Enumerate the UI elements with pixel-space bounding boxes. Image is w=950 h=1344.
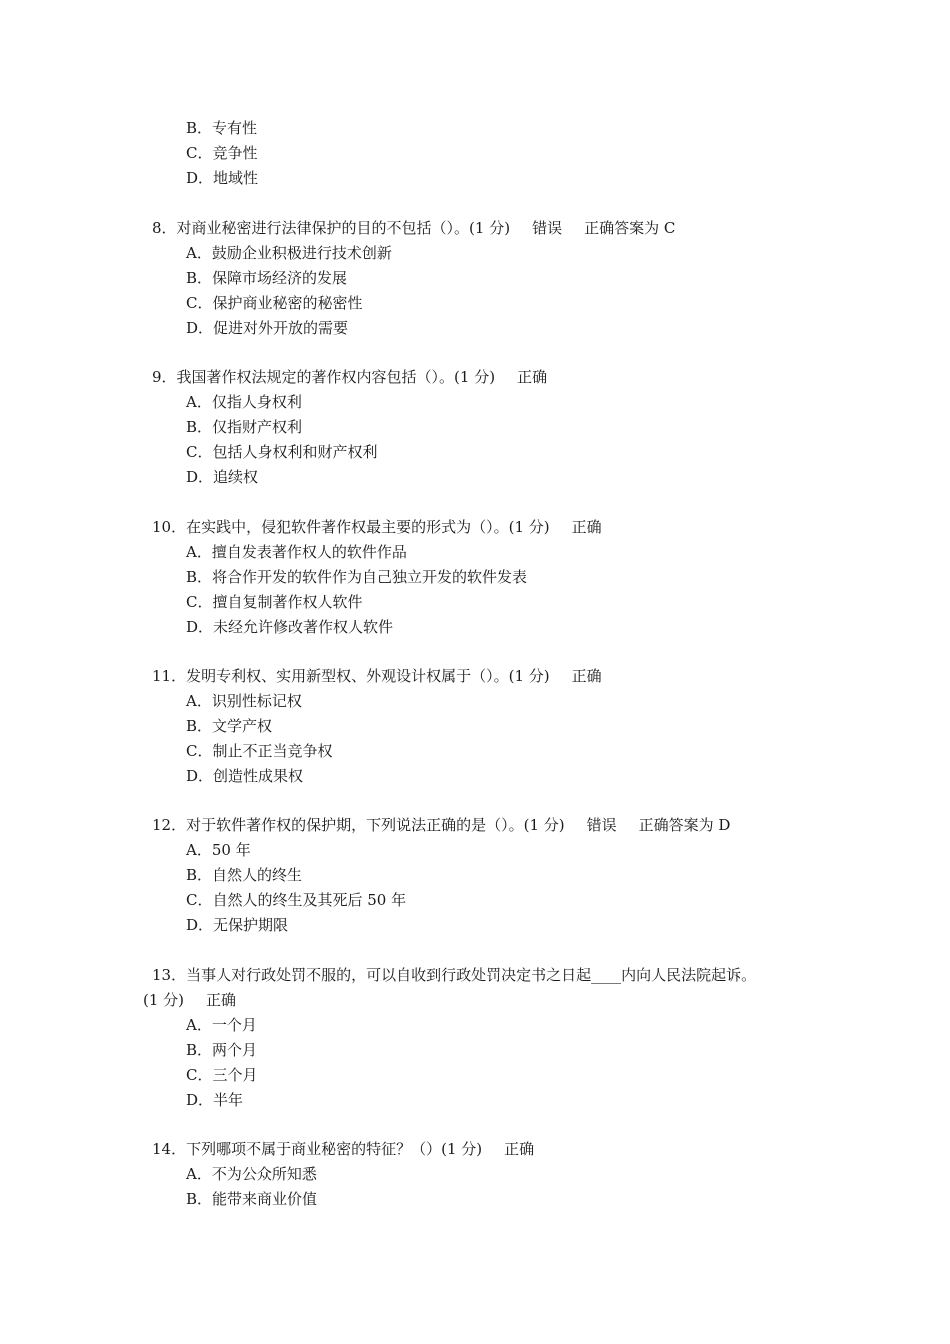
option-line: D．无保护期限 xyxy=(186,916,289,934)
option-line: A．鼓励企业积极进行技术创新 xyxy=(186,244,392,262)
option-line: A．擅自发表著作权人的软件作品 xyxy=(186,543,407,561)
question-score: (1 分) xyxy=(143,991,185,1009)
option-line: D．未经允许修改著作权人软件 xyxy=(186,618,394,636)
result-status: 正确 xyxy=(571,667,602,685)
question-text: 12．对于软件著作权的保护期，下列说法正确的是（）。(1 分) xyxy=(152,816,565,834)
option-line: C．自然人的终生及其死后 50 年 xyxy=(186,891,407,909)
option-line: B．将合作开发的软件作为自己独立开发的软件发表 xyxy=(186,568,528,586)
option-line: A．50 年 xyxy=(186,841,251,859)
option-line: A．不为公众所知悉 xyxy=(186,1165,317,1183)
question-stem xyxy=(152,1137,534,1162)
question-stem xyxy=(152,963,756,988)
question-stem xyxy=(152,813,730,838)
question-text: 8．对商业秘密进行法律保护的目的不包括（）。(1 分) xyxy=(152,219,511,237)
result-status: 正确 xyxy=(571,518,602,536)
option-line: C．包括人身权利和财产权利 xyxy=(186,443,378,461)
option-line: C．保护商业秘密的秘密性 xyxy=(186,294,363,312)
option-line: C．竞争性 xyxy=(186,144,258,162)
result-status: 正确 xyxy=(504,1140,535,1158)
option-line: B．两个月 xyxy=(186,1041,258,1059)
option-line: B．能带来商业价值 xyxy=(186,1190,318,1208)
question-text: 9．我国著作权法规定的著作权内容包括（）。(1 分) xyxy=(152,368,496,386)
question-stem xyxy=(152,365,547,390)
correct-answer: 正确答案为 C xyxy=(584,219,676,237)
option-line: B．仅指财产权利 xyxy=(186,418,303,436)
result-status: 错误 xyxy=(586,816,617,834)
option-line: B．专有性 xyxy=(186,119,258,137)
result-status: 正确 xyxy=(517,368,548,386)
option-line: D．半年 xyxy=(186,1091,244,1109)
option-line: C．擅自复制著作权人软件 xyxy=(186,593,363,611)
option-line: C．三个月 xyxy=(186,1066,258,1084)
option-line: A．仅指人身权利 xyxy=(186,393,302,411)
result-status: 错误 xyxy=(532,219,563,237)
question-text: 14．下列哪项不属于商业秘密的特征？（）(1 分) xyxy=(152,1140,483,1158)
option-line: B．自然人的终生 xyxy=(186,866,303,884)
option-line: D．追续权 xyxy=(186,468,259,486)
correct-answer: 正确答案为 D xyxy=(638,816,731,834)
option-line: B．文学产权 xyxy=(186,717,273,735)
question-stem xyxy=(152,515,602,540)
question-stem xyxy=(152,664,602,689)
question-stem-continued xyxy=(143,988,236,1013)
option-line: B．保障市场经济的发展 xyxy=(186,269,348,287)
option-line: D．促进对外开放的需要 xyxy=(186,319,349,337)
option-line: D．创造性成果权 xyxy=(186,767,304,785)
option-line: D．地域性 xyxy=(186,169,259,187)
option-line: C．制止不正当竞争权 xyxy=(186,742,333,760)
question-text: 13．当事人对行政处罚不服的，可以自收到行政处罚决定书之日起____内向人民法院起诉。 xyxy=(152,966,757,984)
option-line: A．识别性标记权 xyxy=(186,692,302,710)
result-status: 正确 xyxy=(206,991,237,1009)
question-text: 11．发明专利权、实用新型权、外观设计权属于（）。(1 分) xyxy=(152,667,550,685)
question-text: 10．在实践中，侵犯软件著作权最主要的形式为（）。(1 分) xyxy=(152,518,550,536)
question-stem xyxy=(152,216,675,241)
option-line: A．一个月 xyxy=(186,1016,257,1034)
